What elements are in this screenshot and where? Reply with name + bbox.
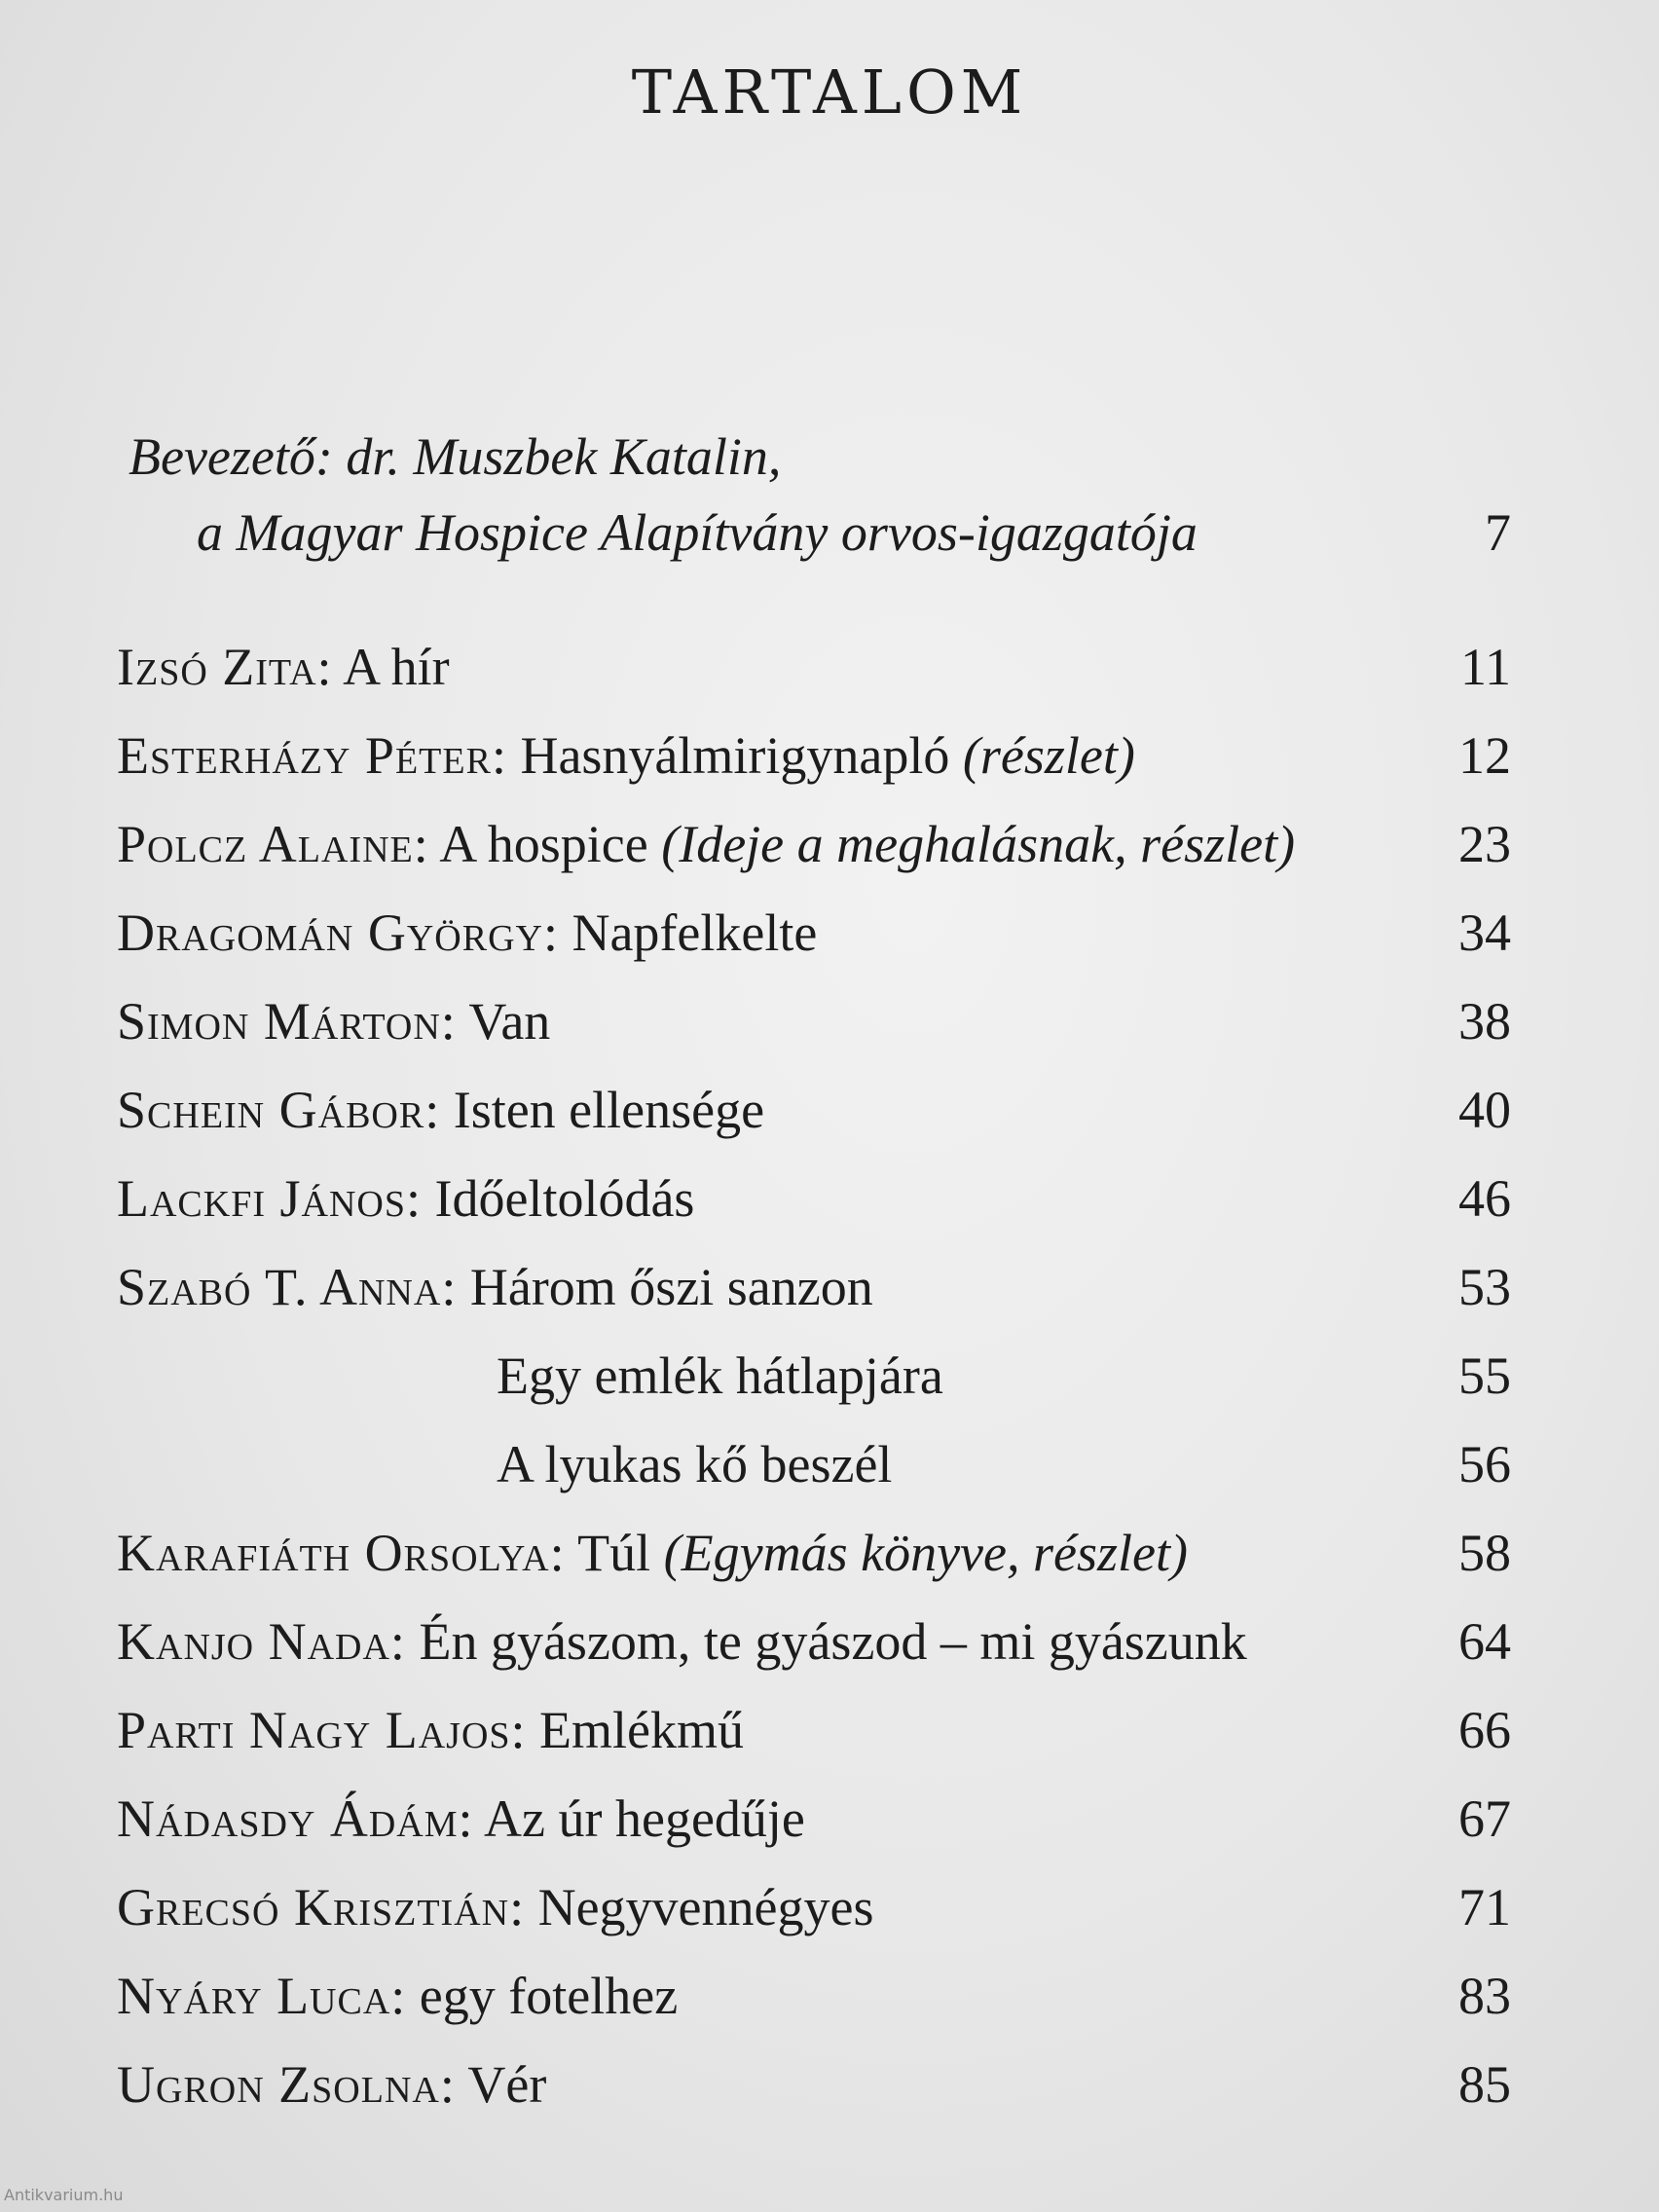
- entry-page-number: 38: [1458, 992, 1511, 1051]
- entry-title: Napfelkelte: [571, 903, 818, 962]
- entry-title: Három őszi sanzon: [469, 1258, 873, 1316]
- entry-author: Lackfi János:: [117, 1169, 422, 1228]
- entry-page-number: 67: [1458, 1789, 1511, 1848]
- entry-author: Simon Márton:: [117, 992, 457, 1051]
- intro-page-number: 7: [1485, 503, 1511, 562]
- page-title: TARTALOM: [631, 56, 1028, 128]
- entry-title: Az úr hegedűje: [484, 1789, 805, 1848]
- introduction-entry: [129, 419, 1511, 571]
- toc-entry: [117, 1243, 1511, 1332]
- entry-page-number: 34: [1458, 903, 1511, 962]
- entry-author: Polcz Alaine:: [117, 815, 429, 873]
- entry-note: (Ideje a meghalásnak, részlet): [661, 815, 1296, 873]
- entry-page-number: 40: [1458, 1081, 1511, 1139]
- toc-entry: [117, 623, 1511, 712]
- entry-author: Izsó Zita:: [117, 638, 333, 696]
- toc-entry: [117, 1509, 1511, 1598]
- toc-entry: [117, 1863, 1511, 1952]
- entry-page-number: 53: [1458, 1258, 1511, 1316]
- entry-author: Karafiáth Orsolya:: [117, 1524, 566, 1582]
- entry-author: Nyáry Luca:: [117, 1967, 407, 2025]
- entry-author: Ugron Zsolna:: [117, 2055, 456, 2114]
- entry-title: Negyvennégyes: [537, 1878, 874, 1936]
- entry-title: Túl: [577, 1524, 651, 1582]
- entry-page-number: 11: [1460, 638, 1511, 696]
- entry-page-number: 85: [1458, 2055, 1511, 2114]
- entry-title: Hasnyálmirigynapló: [520, 726, 950, 785]
- entry-title: Időeltolódás: [434, 1169, 695, 1228]
- entry-title: A hír: [343, 638, 450, 696]
- toc-entry: [117, 2041, 1511, 2129]
- intro-line-2: [129, 495, 1511, 571]
- entry-note: (részlet): [962, 726, 1135, 785]
- entry-author: Dragomán György:: [117, 903, 559, 962]
- watermark: Antikvarium.hu: [4, 2186, 124, 2204]
- table-of-contents: [117, 623, 1511, 2129]
- entry-page-number: 83: [1458, 1967, 1511, 2025]
- entry-title: Emlékmű: [539, 1701, 744, 1759]
- toc-entry: [117, 889, 1511, 977]
- entry-title: Isten ellensége: [453, 1081, 765, 1139]
- toc-entry: [117, 1775, 1511, 1863]
- entry-page-number: 23: [1458, 815, 1511, 873]
- toc-entry: [117, 1420, 1511, 1509]
- entry-author: Szabó T. Anna:: [117, 1258, 458, 1316]
- entry-title: Egy emlék hátlapjára: [497, 1346, 943, 1405]
- entry-title: A lyukas kő beszél: [497, 1435, 893, 1493]
- entry-page-number: 66: [1458, 1701, 1511, 1759]
- entry-author: Schein Gábor:: [117, 1081, 441, 1139]
- entry-page-number: 55: [1458, 1346, 1511, 1405]
- entry-title: Én gyászom, te gyászod – mi gyászunk: [419, 1612, 1247, 1671]
- entry-title: egy fotelhez: [419, 1967, 679, 2025]
- entry-title: Vér: [467, 2055, 547, 2114]
- entry-author: Parti Nagy Lajos:: [117, 1701, 527, 1759]
- entry-title: Van: [468, 992, 551, 1051]
- entry-author: Nádasdy Ádám:: [117, 1789, 474, 1848]
- entry-author: Esterházy Péter:: [117, 726, 507, 785]
- toc-entry: [117, 1598, 1511, 1686]
- entry-page-number: 56: [1458, 1435, 1511, 1493]
- toc-entry: [117, 977, 1511, 1066]
- toc-entry: [117, 800, 1511, 889]
- entry-page-number: 58: [1458, 1524, 1511, 1582]
- toc-entry: [117, 1155, 1511, 1243]
- toc-entry: [117, 712, 1511, 800]
- entry-title: A hospice: [439, 815, 648, 873]
- intro-line-1: Bevezető: dr. Muszbek Katalin,: [129, 427, 782, 486]
- entry-page-number: 64: [1458, 1612, 1511, 1671]
- entry-note: (Egymás könyve, részlet): [663, 1524, 1188, 1582]
- toc-entry: [117, 1332, 1511, 1420]
- entry-page-number: 71: [1458, 1878, 1511, 1936]
- intro-line-2-text: a Magyar Hospice Alapítvány orvos-igazgatója: [197, 503, 1198, 562]
- entry-author: Kanjo Nada:: [117, 1612, 406, 1671]
- entry-page-number: 12: [1458, 726, 1511, 785]
- toc-entry: [117, 1686, 1511, 1775]
- entry-author: Grecsó Krisztián:: [117, 1878, 526, 1936]
- entry-page-number: 46: [1458, 1169, 1511, 1228]
- toc-entry: [117, 1952, 1511, 2041]
- toc-entry: [117, 1066, 1511, 1155]
